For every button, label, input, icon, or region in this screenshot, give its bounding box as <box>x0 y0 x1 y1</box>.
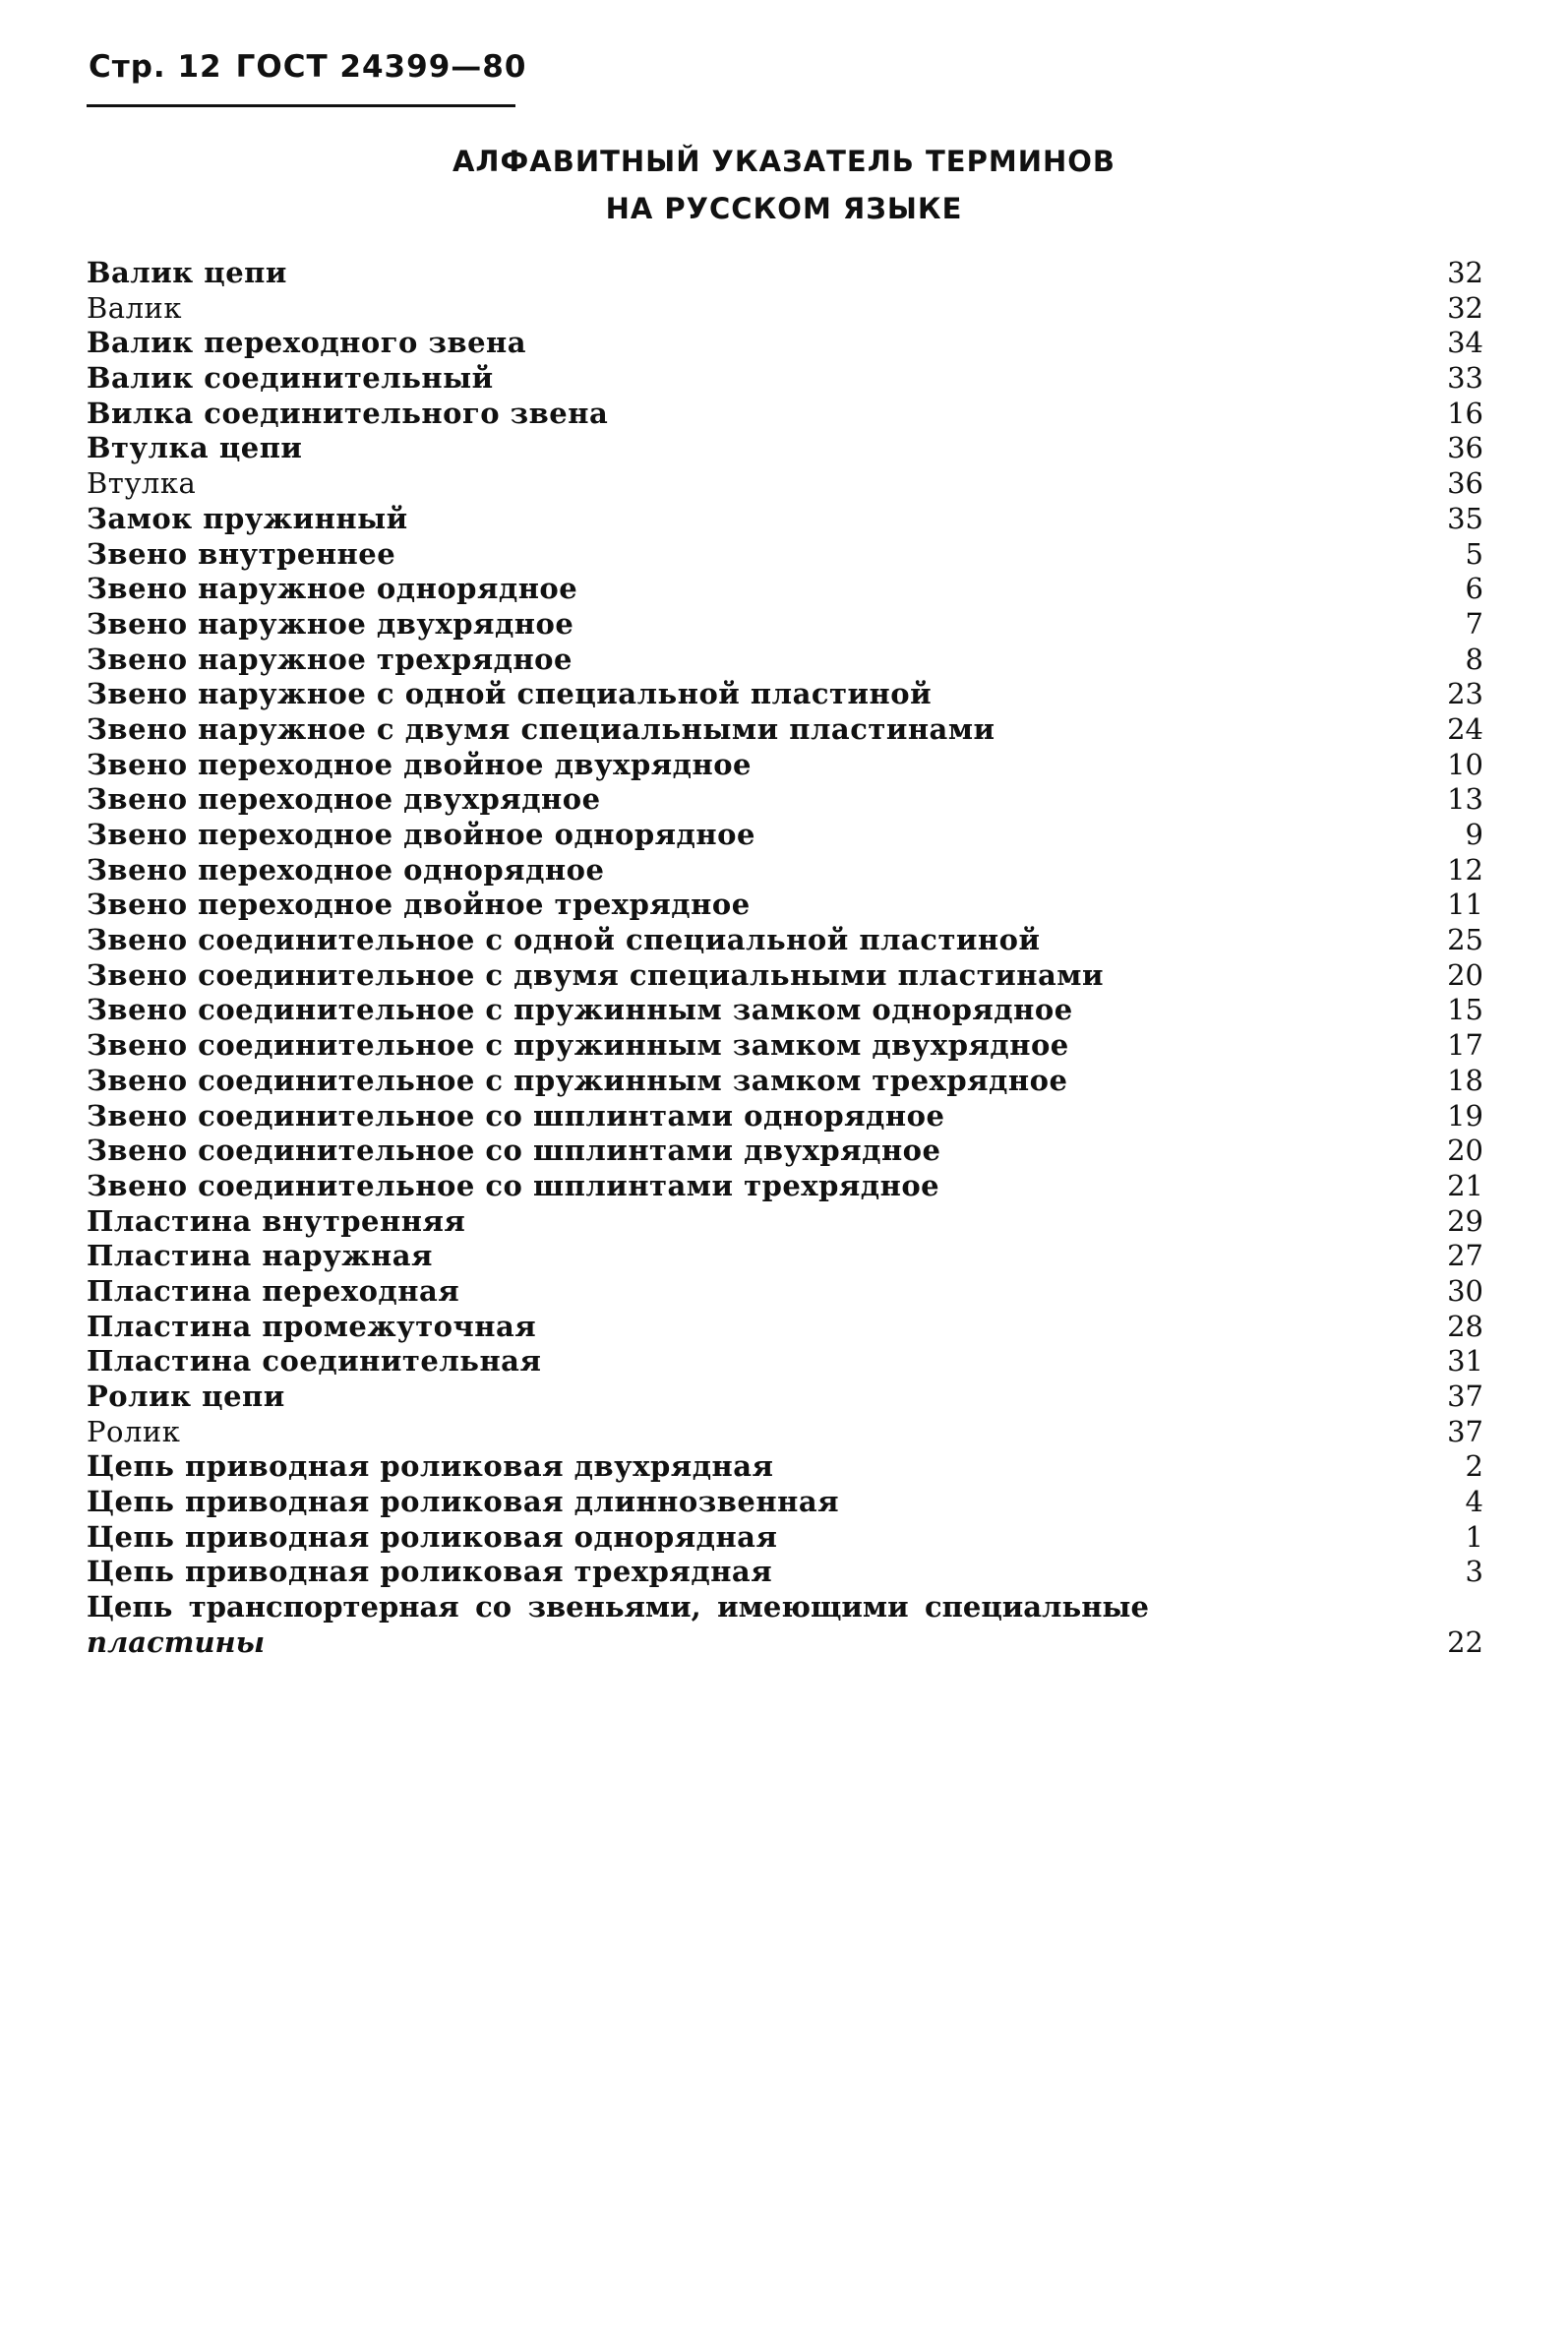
index-term-word: со <box>475 1590 513 1624</box>
index-entry <box>87 1555 1483 1590</box>
index-term-number: 36 <box>1447 431 1483 465</box>
index-entry <box>87 888 1483 923</box>
index-term: Втулка <box>87 466 197 501</box>
index-term: Звено переходное двойное трехрядное <box>87 888 751 922</box>
index-term-number: 24 <box>1447 711 1483 746</box>
index-term: Звено внутреннее <box>87 536 396 571</box>
index-entry <box>87 712 1483 748</box>
index-term: Ролик цепи <box>87 1379 285 1413</box>
index-entry <box>87 643 1483 678</box>
index-term: Звено соединительное со шплинтами однорядное <box>87 1098 945 1133</box>
index-term-number: 8 <box>1465 642 1483 676</box>
index-entry <box>87 782 1483 818</box>
index-term: Звено наружное с двумя специальными пластинами <box>87 711 995 746</box>
index-entry <box>87 993 1483 1028</box>
index-term: Цепь приводная роликовая трехрядная <box>87 1555 773 1589</box>
index-term: Пластина соединительная <box>87 1344 542 1379</box>
index-term-number: 6 <box>1465 572 1483 606</box>
index-title-line-2: НА РУССКОМ ЯЗЫКЕ <box>605 192 963 225</box>
index-term-number: 10 <box>1447 747 1483 781</box>
index-term: Цепь приводная роликовая длиннозвенная <box>87 1485 840 1519</box>
index-term-number: 3 <box>1465 1555 1483 1589</box>
index-term: Валик соединительный <box>87 361 494 396</box>
index-term: Звено переходное однорядное <box>87 852 605 887</box>
index-term: Цепь приводная роликовая однорядная <box>87 1519 778 1554</box>
index-term-number: 35 <box>1447 501 1483 535</box>
index-term: Звено соединительное со шплинтами трехрядное <box>87 1168 940 1202</box>
index-entry <box>87 1274 1483 1310</box>
index-entry <box>87 1379 1483 1415</box>
index-entry <box>87 677 1483 712</box>
index-term: Вилка соединительного звена <box>87 396 609 430</box>
page-number: Стр. 12 <box>89 49 222 85</box>
index-term-number: 12 <box>1447 852 1483 887</box>
index-term: Валик цепи <box>87 256 287 289</box>
index-term-number: 17 <box>1447 1028 1483 1063</box>
index-term: Звено переходное двойное двухрядное <box>87 747 752 781</box>
index-term-number: 1 <box>1465 1519 1483 1554</box>
index-term-number: 20 <box>1447 1134 1483 1168</box>
index-entry <box>87 818 1483 853</box>
index-entry <box>87 1099 1483 1134</box>
index-entry-wrapped <box>87 1590 1483 1660</box>
index-term: Валик <box>87 290 182 325</box>
index-term: Замок пружинный <box>87 501 408 535</box>
index-term-word: Цепь <box>87 1590 173 1624</box>
index-term-number: 33 <box>1447 361 1483 396</box>
index-term-number: 16 <box>1447 396 1483 430</box>
index-term-word: специальные <box>925 1590 1149 1624</box>
index-term-number: 21 <box>1447 1168 1483 1202</box>
index-term: Звено соединительное со шплинтами двухрядное <box>87 1134 941 1168</box>
index-entry <box>87 1064 1483 1099</box>
index-term-number: 32 <box>1447 256 1483 289</box>
index-entry <box>87 537 1483 573</box>
index-entry <box>87 1520 1483 1556</box>
index-term-number: 15 <box>1447 993 1483 1027</box>
index-term: Звено наружное однорядное <box>87 572 578 606</box>
index-term: Звено наружное с одной специальной пластиной <box>87 677 933 711</box>
index-entry <box>87 607 1483 643</box>
index-entry <box>87 1239 1483 1274</box>
index-term: Звено соединительное с пружинным замком трехрядное <box>87 1063 1068 1097</box>
index-entry <box>87 1449 1483 1485</box>
index-term: Звено переходное двойное однорядное <box>87 818 755 851</box>
running-header <box>89 49 526 85</box>
index-term: Звено соединительное с пружинным замком двухрядное <box>87 1028 1069 1063</box>
index-term-number: 29 <box>1447 1203 1483 1238</box>
index-term-number: 27 <box>1447 1239 1483 1273</box>
index-entry <box>87 853 1483 889</box>
index-term-number: 32 <box>1447 290 1483 325</box>
index-term: Валик переходного звена <box>87 326 527 360</box>
index-term-number: 19 <box>1447 1098 1483 1133</box>
index-term-number: 2 <box>1465 1449 1483 1484</box>
index-term-number: 13 <box>1447 782 1483 817</box>
index-entry <box>87 326 1483 361</box>
index-term-line-1 <box>87 1590 1149 1625</box>
index-term: Звено наружное двухрядное <box>87 606 574 641</box>
index-term: Звено соединительное с двумя специальными пластинами <box>87 957 1104 992</box>
index-term-number: 11 <box>1447 888 1483 922</box>
index-entry <box>87 1204 1483 1240</box>
index-term-number: 34 <box>1447 326 1483 360</box>
index-term-number: 28 <box>1447 1309 1483 1343</box>
index-entry <box>87 1310 1483 1345</box>
index-term: Ролик <box>87 1414 181 1448</box>
index-entry <box>87 466 1483 502</box>
index-term: Пластина наружная <box>87 1239 433 1273</box>
alphabetical-index <box>87 256 1483 1661</box>
index-term-number: 22 <box>1447 1624 1483 1659</box>
index-term-number: 20 <box>1447 957 1483 992</box>
index-entry <box>87 1344 1483 1379</box>
index-entry <box>87 397 1483 432</box>
index-term: Пластина промежуточная <box>87 1309 537 1343</box>
index-term-number: 31 <box>1447 1344 1483 1379</box>
index-entry <box>87 748 1483 783</box>
index-term-number: 30 <box>1447 1273 1483 1308</box>
index-term: Звено переходное двухрядное <box>87 782 601 817</box>
index-entry <box>87 502 1483 537</box>
index-entry <box>87 1169 1483 1204</box>
index-term: Цепь приводная роликовая двухрядная <box>87 1449 774 1484</box>
index-term: Пластина внутренняя <box>87 1203 466 1238</box>
index-term: Звено соединительное с одной специальной пластиной <box>87 923 1041 957</box>
index-term-number: 36 <box>1447 466 1483 501</box>
index-term: Пластина переходная <box>87 1273 460 1308</box>
index-entry <box>87 361 1483 397</box>
index-term-line-2: пластины <box>87 1624 266 1659</box>
index-term-word: транспортерная <box>188 1590 459 1624</box>
index-term-number: 9 <box>1465 818 1483 851</box>
index-entry <box>87 431 1483 466</box>
index-entry <box>87 923 1483 958</box>
index-entry <box>87 256 1483 291</box>
index-term-number: 25 <box>1447 923 1483 957</box>
index-entry <box>87 1028 1483 1064</box>
index-entry <box>87 1415 1483 1450</box>
index-term: Звено соединительное с пружинным замком однорядное <box>87 993 1073 1027</box>
standard-designation: ГОСТ 24399—80 <box>235 49 527 85</box>
index-term-word: имеющими <box>717 1590 909 1624</box>
index-term-number: 7 <box>1465 606 1483 641</box>
index-entry <box>87 291 1483 327</box>
index-term-number: 23 <box>1447 677 1483 711</box>
index-term-number: 18 <box>1447 1063 1483 1097</box>
index-term: Втулка цепи <box>87 431 303 465</box>
index-term-number: 5 <box>1465 536 1483 571</box>
index-entry <box>87 572 1483 607</box>
index-term-number: 4 <box>1465 1485 1483 1519</box>
header-rule <box>87 104 515 107</box>
index-entry <box>87 1485 1483 1520</box>
index-term: Звено наружное трехрядное <box>87 642 573 676</box>
index-title-line-1: АЛФАВИТНЫЙ УКАЗАТЕЛЬ ТЕРМИНОВ <box>452 145 1116 178</box>
index-term-number: 37 <box>1447 1379 1483 1413</box>
index-entry <box>87 958 1483 994</box>
index-term-number: 37 <box>1447 1414 1483 1448</box>
index-term-word: звеньями, <box>527 1590 701 1624</box>
index-entry <box>87 1134 1483 1169</box>
